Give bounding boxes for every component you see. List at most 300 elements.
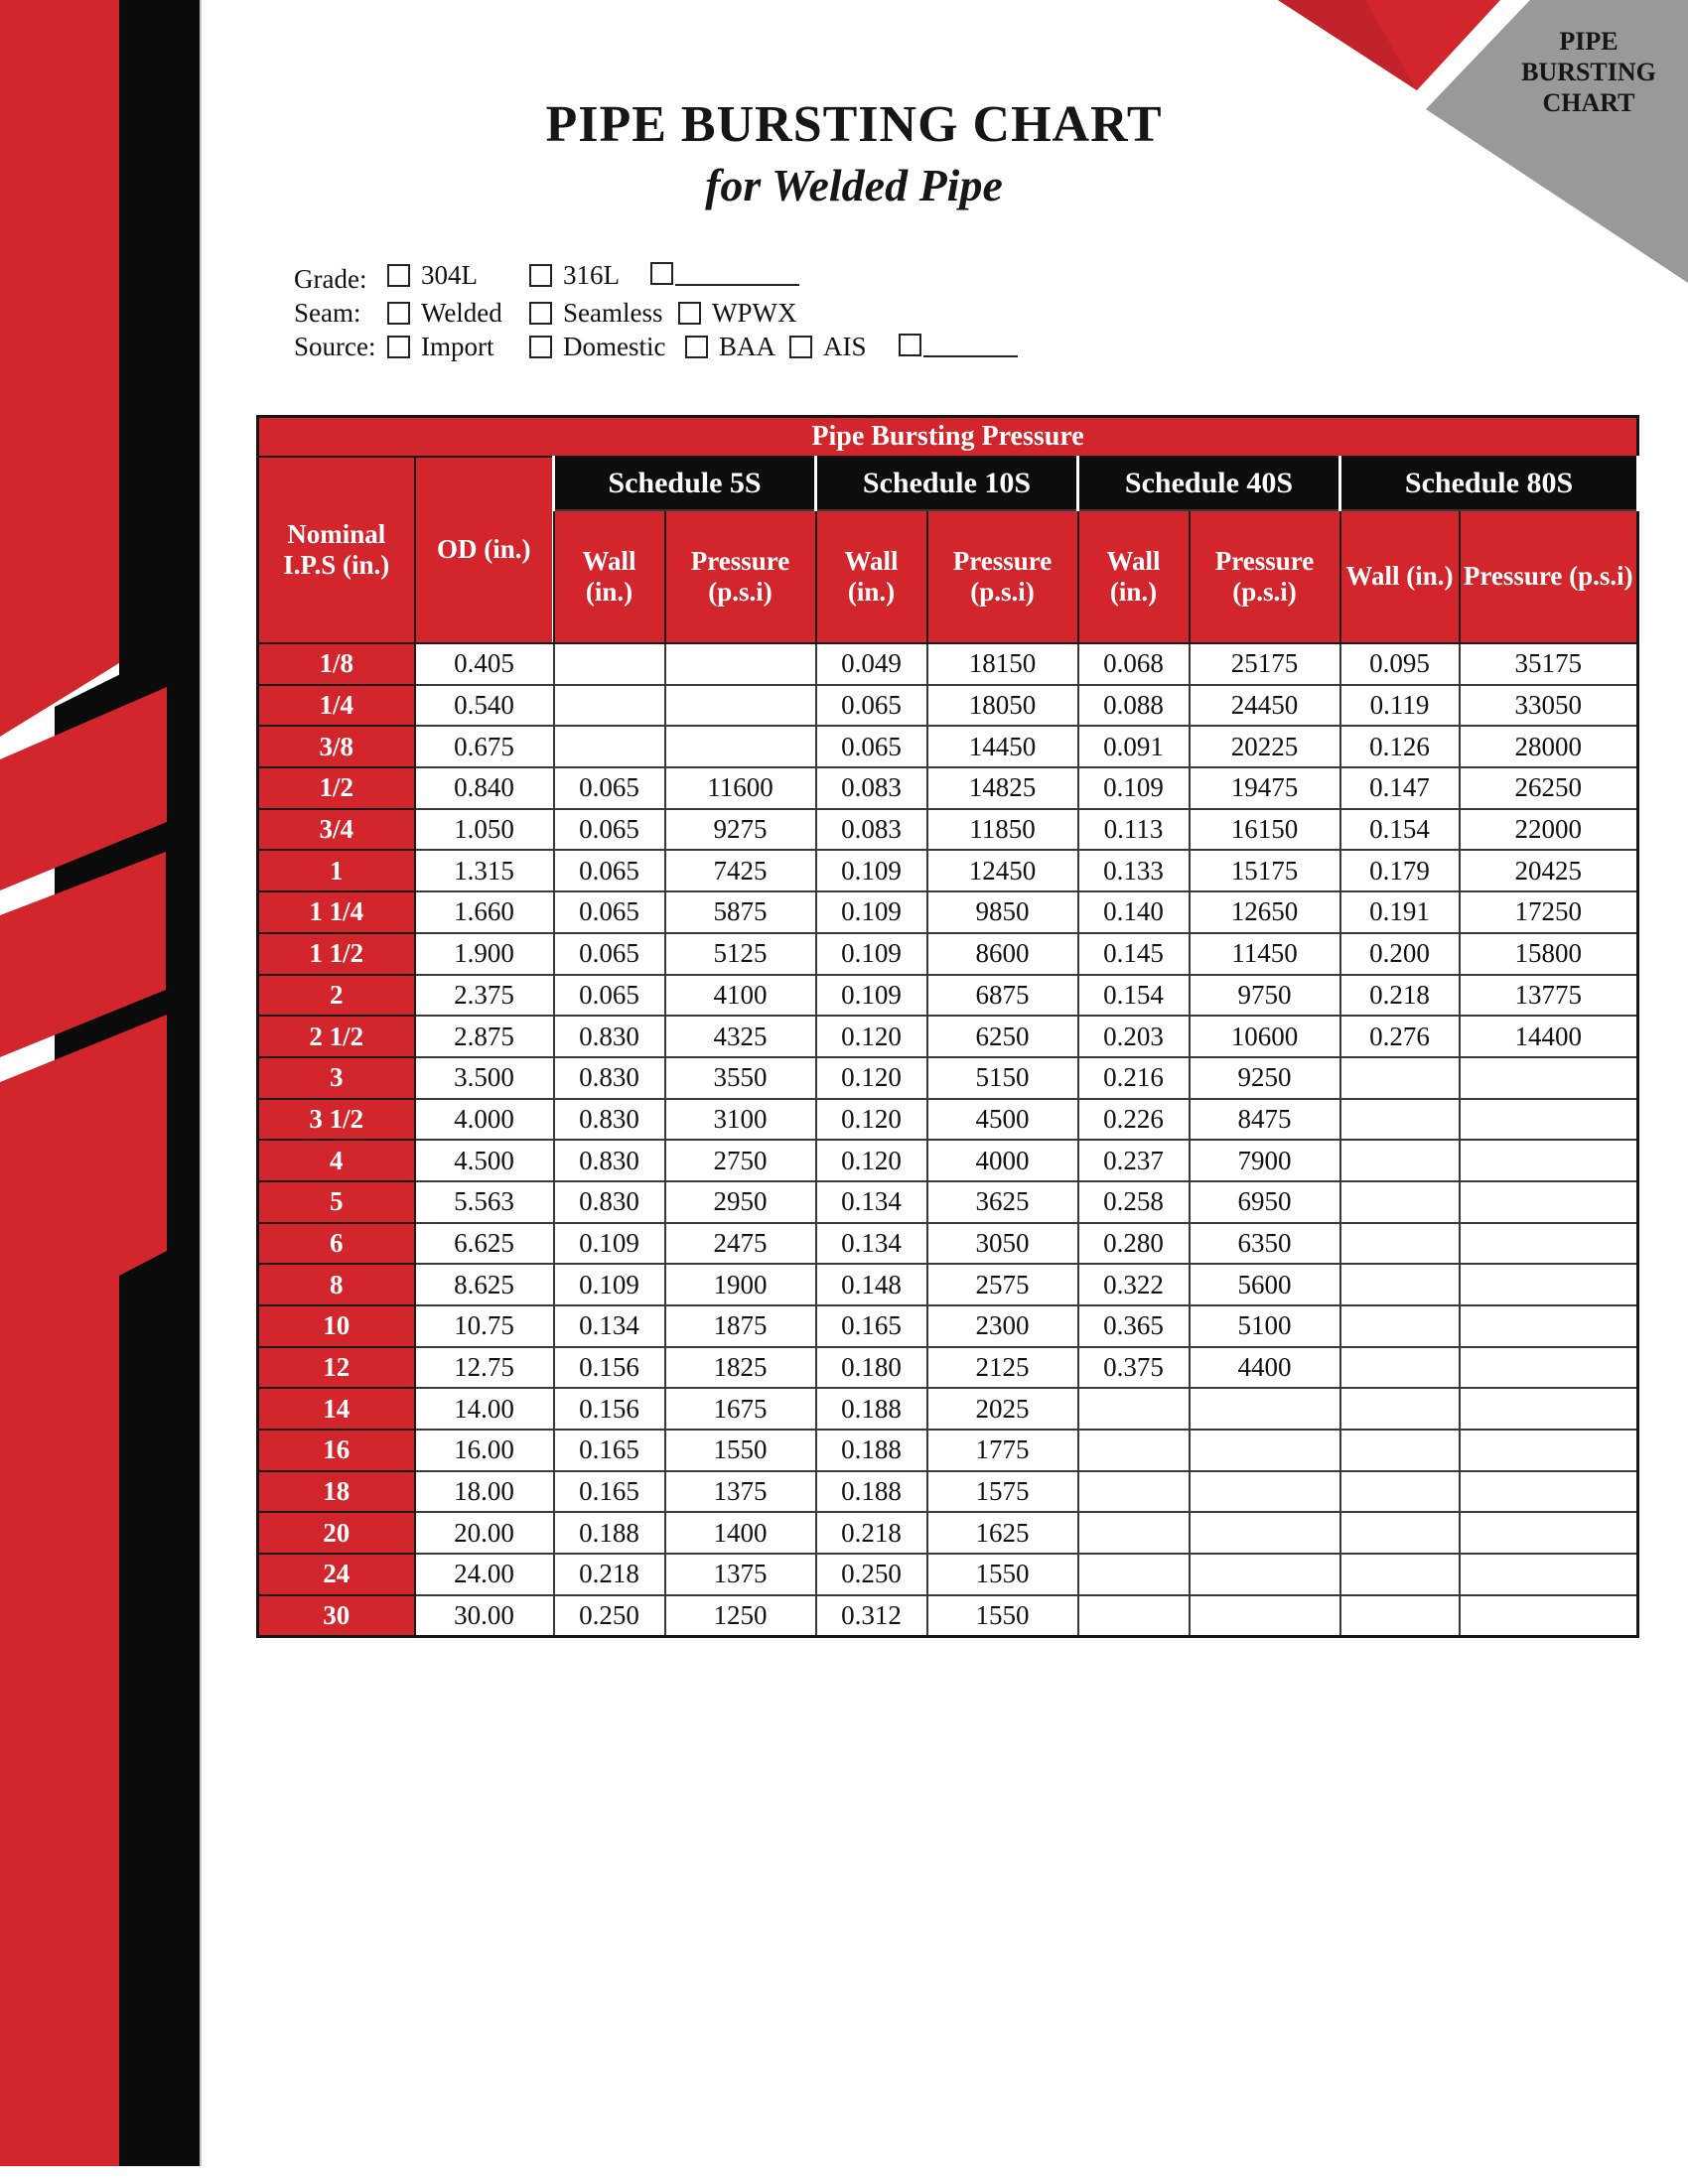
- value-cell: 0.250: [554, 1595, 665, 1637]
- value-cell: 1.315: [415, 850, 554, 891]
- value-cell: 0.365: [1078, 1305, 1190, 1347]
- value-cell: 6350: [1190, 1223, 1340, 1265]
- value-cell: 0.049: [816, 643, 927, 685]
- form-row-grade: [294, 260, 1188, 298]
- value-cell: 0.134: [816, 1181, 927, 1223]
- value-cell: 33050: [1460, 685, 1638, 727]
- table-title: Pipe Bursting Pressure: [258, 417, 1638, 458]
- value-cell: 0.237: [1078, 1140, 1190, 1181]
- nominal-cell: 1/8: [258, 643, 415, 685]
- col-header-wall: Wall (in.): [554, 510, 665, 643]
- value-cell: [554, 643, 665, 685]
- value-cell: 0.109: [554, 1264, 665, 1305]
- nominal-cell: 10: [258, 1305, 415, 1347]
- value-cell: 3625: [927, 1181, 1078, 1223]
- table-row: [258, 1595, 1638, 1637]
- table-row: [258, 933, 1638, 975]
- nominal-cell: 6: [258, 1223, 415, 1265]
- value-cell: 4400: [1190, 1347, 1340, 1389]
- value-cell: 1675: [665, 1388, 816, 1430]
- value-cell: 17250: [1460, 891, 1638, 933]
- table-row: [258, 1057, 1638, 1099]
- grade-blank-line[interactable]: [675, 260, 799, 286]
- value-cell: 19475: [1190, 767, 1340, 809]
- value-cell: 0.120: [816, 1099, 927, 1141]
- source-option-ais[interactable]: [789, 332, 867, 362]
- value-cell: 0.540: [415, 685, 554, 727]
- value-cell: [1340, 1471, 1460, 1513]
- value-cell: 9850: [927, 891, 1078, 933]
- value-cell: 14.00: [415, 1388, 554, 1430]
- table-row: [258, 643, 1638, 685]
- form-row-source: [294, 332, 1188, 365]
- value-cell: 0.276: [1340, 1016, 1460, 1057]
- nominal-cell: 5: [258, 1181, 415, 1223]
- value-cell: 2.875: [415, 1016, 554, 1057]
- value-cell: 7900: [1190, 1140, 1340, 1181]
- grade-option-316l[interactable]: [529, 260, 620, 291]
- value-cell: 5875: [665, 891, 816, 933]
- value-cell: 0.154: [1340, 809, 1460, 851]
- value-cell: 1375: [665, 1554, 816, 1595]
- table-row: [258, 975, 1638, 1017]
- corner-badge-line3: CHART: [1542, 88, 1635, 117]
- source-blank-line[interactable]: [923, 332, 1018, 357]
- value-cell: 0.065: [554, 933, 665, 975]
- value-cell: 4100: [665, 975, 816, 1017]
- value-cell: 1.050: [415, 809, 554, 851]
- grade-option-other[interactable]: [650, 260, 799, 286]
- value-cell: 0.156: [554, 1347, 665, 1389]
- value-cell: 11600: [665, 767, 816, 809]
- value-cell: 2.375: [415, 975, 554, 1017]
- source-option-domestic[interactable]: [529, 332, 665, 362]
- table-row: [258, 1471, 1638, 1513]
- value-cell: 9275: [665, 809, 816, 851]
- value-cell: 0.840: [415, 767, 554, 809]
- nominal-cell: 1 1/4: [258, 891, 415, 933]
- value-cell: 12.75: [415, 1347, 554, 1389]
- nominal-cell: 2: [258, 975, 415, 1017]
- value-cell: 13775: [1460, 975, 1638, 1017]
- value-cell: 20.00: [415, 1512, 554, 1554]
- nominal-cell: 30: [258, 1595, 415, 1637]
- value-cell: [665, 726, 816, 767]
- value-cell: 0.830: [554, 1140, 665, 1181]
- value-cell: 24.00: [415, 1554, 554, 1595]
- value-cell: 3050: [927, 1223, 1078, 1265]
- value-cell: 1.660: [415, 891, 554, 933]
- value-cell: 0.405: [415, 643, 554, 685]
- value-cell: 0.140: [1078, 891, 1190, 933]
- value-cell: 0.145: [1078, 933, 1190, 975]
- value-cell: 0.156: [554, 1388, 665, 1430]
- seam-option-label: WPWX: [712, 298, 797, 328]
- value-cell: [1190, 1595, 1340, 1637]
- value-cell: [1460, 1512, 1638, 1554]
- value-cell: 0.120: [816, 1140, 927, 1181]
- value-cell: 2950: [665, 1181, 816, 1223]
- value-cell: 0.218: [554, 1554, 665, 1595]
- value-cell: 1550: [927, 1595, 1078, 1637]
- group-header-schedule-40s: Schedule 40S: [1078, 457, 1340, 510]
- value-cell: 22000: [1460, 809, 1638, 851]
- value-cell: 0.109: [554, 1223, 665, 1265]
- value-cell: [554, 726, 665, 767]
- value-cell: 0.119: [1340, 685, 1460, 727]
- nominal-cell: 12: [258, 1347, 415, 1389]
- value-cell: 6.625: [415, 1223, 554, 1265]
- value-cell: [1340, 1181, 1460, 1223]
- table-row: [258, 1223, 1638, 1265]
- value-cell: 0.120: [816, 1057, 927, 1099]
- checkbox-icon[interactable]: [789, 336, 812, 358]
- value-cell: [1460, 1430, 1638, 1471]
- value-cell: [1460, 1181, 1638, 1223]
- value-cell: 24450: [1190, 685, 1340, 727]
- table-row: [258, 1388, 1638, 1430]
- value-cell: 0.109: [816, 933, 927, 975]
- value-cell: 2025: [927, 1388, 1078, 1430]
- checkbox-icon[interactable]: [529, 336, 552, 358]
- value-cell: [1190, 1388, 1340, 1430]
- value-cell: 0.322: [1078, 1264, 1190, 1305]
- value-cell: 0.109: [816, 891, 927, 933]
- checkbox-icon[interactable]: [650, 262, 673, 285]
- value-cell: 1875: [665, 1305, 816, 1347]
- value-cell: [1190, 1471, 1340, 1513]
- value-cell: 0.083: [816, 809, 927, 851]
- value-cell: 3.500: [415, 1057, 554, 1099]
- nominal-cell: 14: [258, 1388, 415, 1430]
- value-cell: 4000: [927, 1140, 1078, 1181]
- value-cell: 1375: [665, 1471, 816, 1513]
- nominal-cell: 4: [258, 1140, 415, 1181]
- value-cell: [665, 643, 816, 685]
- grade-option-label: 304L: [421, 260, 478, 290]
- corner-badge-line1: PIPE: [1559, 27, 1618, 56]
- seam-label: Seam:: [294, 298, 361, 328]
- value-cell: 0.065: [816, 726, 927, 767]
- value-cell: [1460, 1471, 1638, 1513]
- value-cell: 0.134: [554, 1305, 665, 1347]
- value-cell: [1340, 1057, 1460, 1099]
- value-cell: 0.375: [1078, 1347, 1190, 1389]
- value-cell: 0.250: [816, 1554, 927, 1595]
- value-cell: 5125: [665, 933, 816, 975]
- value-cell: 10600: [1190, 1016, 1340, 1057]
- nominal-cell: 3 1/2: [258, 1099, 415, 1141]
- value-cell: 14825: [927, 767, 1078, 809]
- value-cell: 11850: [927, 809, 1078, 851]
- grade-option-label: 316L: [563, 260, 620, 290]
- value-cell: 0.133: [1078, 850, 1190, 891]
- value-cell: 0.188: [816, 1471, 927, 1513]
- nominal-cell: 8: [258, 1264, 415, 1305]
- value-cell: 26250: [1460, 767, 1638, 809]
- value-cell: [1460, 1595, 1638, 1637]
- value-cell: 0.113: [1078, 809, 1190, 851]
- source-option-label: AIS: [823, 332, 867, 361]
- value-cell: 9750: [1190, 975, 1340, 1017]
- value-cell: [1340, 1347, 1460, 1389]
- value-cell: 5100: [1190, 1305, 1340, 1347]
- table-row: [258, 1181, 1638, 1223]
- value-cell: 0.095: [1340, 643, 1460, 685]
- value-cell: [1460, 1264, 1638, 1305]
- value-cell: 0.226: [1078, 1099, 1190, 1141]
- value-cell: [1078, 1595, 1190, 1637]
- checkbox-icon[interactable]: [387, 264, 410, 287]
- value-cell: 0.165: [554, 1430, 665, 1471]
- value-cell: 0.180: [816, 1347, 927, 1389]
- page-edge-line: [200, 0, 202, 2166]
- value-cell: 18050: [927, 685, 1078, 727]
- value-cell: 0.312: [816, 1595, 927, 1637]
- checkbox-icon[interactable]: [529, 302, 552, 325]
- value-cell: 30.00: [415, 1595, 554, 1637]
- value-cell: [1078, 1554, 1190, 1595]
- value-cell: 8.625: [415, 1264, 554, 1305]
- value-cell: 8600: [927, 933, 1078, 975]
- form-row-seam: [294, 298, 1188, 332]
- col-header-od: OD (in.): [415, 457, 554, 643]
- value-cell: [1460, 1388, 1638, 1430]
- nominal-cell: 18: [258, 1471, 415, 1513]
- value-cell: 0.675: [415, 726, 554, 767]
- table-row: [258, 1264, 1638, 1305]
- table-row: [258, 767, 1638, 809]
- value-cell: [1078, 1512, 1190, 1554]
- value-cell: 35175: [1460, 643, 1638, 685]
- value-cell: 0.165: [816, 1305, 927, 1347]
- value-cell: 2750: [665, 1140, 816, 1181]
- value-cell: 25175: [1190, 643, 1340, 685]
- value-cell: 0.148: [816, 1264, 927, 1305]
- left-stripe-decoration: [0, 0, 209, 2184]
- nominal-cell: 1: [258, 850, 415, 891]
- value-cell: 1250: [665, 1595, 816, 1637]
- nominal-cell: 1/4: [258, 685, 415, 727]
- source-option-other[interactable]: [899, 332, 1018, 357]
- value-cell: 20225: [1190, 726, 1340, 767]
- value-cell: 1575: [927, 1471, 1078, 1513]
- col-header-wall: Wall (in.): [1078, 510, 1190, 643]
- pipe-bursting-table: [256, 415, 1639, 1638]
- source-option-label: BAA: [719, 332, 776, 361]
- value-cell: 15175: [1190, 850, 1340, 891]
- value-cell: [1340, 1554, 1460, 1595]
- value-cell: 8475: [1190, 1099, 1340, 1141]
- value-cell: 4.500: [415, 1140, 554, 1181]
- value-cell: 5150: [927, 1057, 1078, 1099]
- value-cell: 0.120: [816, 1016, 927, 1057]
- value-cell: 0.830: [554, 1057, 665, 1099]
- value-cell: 6875: [927, 975, 1078, 1017]
- value-cell: 0.068: [1078, 643, 1190, 685]
- value-cell: 0.203: [1078, 1016, 1190, 1057]
- value-cell: 3100: [665, 1099, 816, 1141]
- page-subtitle: for Welded Pipe: [705, 160, 1003, 210]
- col-header-wall: Wall (in.): [1340, 510, 1460, 643]
- value-cell: [1460, 1140, 1638, 1181]
- value-cell: [1460, 1305, 1638, 1347]
- value-cell: 1400: [665, 1512, 816, 1554]
- corner-badge: [1489, 26, 1688, 118]
- value-cell: 0.179: [1340, 850, 1460, 891]
- group-header-schedule-5s: Schedule 5S: [554, 457, 816, 510]
- value-cell: [1340, 1388, 1460, 1430]
- table-row: [258, 850, 1638, 891]
- value-cell: 11450: [1190, 933, 1340, 975]
- nominal-cell: 1 1/2: [258, 933, 415, 975]
- value-cell: 14400: [1460, 1016, 1638, 1057]
- value-cell: [1078, 1471, 1190, 1513]
- value-cell: 0.216: [1078, 1057, 1190, 1099]
- value-cell: 18.00: [415, 1471, 554, 1513]
- value-cell: 10.75: [415, 1305, 554, 1347]
- value-cell: 1.900: [415, 933, 554, 975]
- nominal-cell: 3/4: [258, 809, 415, 851]
- value-cell: 0.280: [1078, 1223, 1190, 1265]
- value-cell: 0.065: [554, 767, 665, 809]
- seam-option-label: Welded: [421, 298, 502, 328]
- value-cell: 28000: [1460, 726, 1638, 767]
- table-row: [258, 891, 1638, 933]
- value-cell: 0.065: [554, 891, 665, 933]
- table-row: [258, 1140, 1638, 1181]
- value-cell: 1550: [665, 1430, 816, 1471]
- value-cell: 0.065: [816, 685, 927, 727]
- value-cell: [554, 685, 665, 727]
- col-header-pressure: Pressure (p.s.i): [1460, 510, 1638, 643]
- value-cell: 0.065: [554, 975, 665, 1017]
- value-cell: 4325: [665, 1016, 816, 1057]
- table-row: [258, 685, 1638, 727]
- table-body: [258, 643, 1638, 1637]
- value-cell: [1078, 1430, 1190, 1471]
- nominal-cell: 1/2: [258, 767, 415, 809]
- value-cell: 5.563: [415, 1181, 554, 1223]
- value-cell: 0.154: [1078, 975, 1190, 1017]
- value-cell: 0.165: [554, 1471, 665, 1513]
- value-cell: [1340, 1264, 1460, 1305]
- value-cell: 0.830: [554, 1099, 665, 1141]
- source-option-import[interactable]: [387, 332, 494, 362]
- value-cell: [1340, 1223, 1460, 1265]
- value-cell: [1340, 1099, 1460, 1141]
- source-option-baa[interactable]: [685, 332, 775, 362]
- value-cell: 0.191: [1340, 891, 1460, 933]
- nominal-cell: 3/8: [258, 726, 415, 767]
- corner-badge-line2: BURSTING: [1521, 58, 1656, 86]
- value-cell: 9250: [1190, 1057, 1340, 1099]
- value-cell: 1550: [927, 1554, 1078, 1595]
- value-cell: 0.200: [1340, 933, 1460, 975]
- col-header-nominal: Nominal I.P.S (in.): [258, 457, 415, 643]
- value-cell: 1900: [665, 1264, 816, 1305]
- value-cell: [1340, 1512, 1460, 1554]
- value-cell: [1190, 1512, 1340, 1554]
- value-cell: 0.126: [1340, 726, 1460, 767]
- value-cell: 1825: [665, 1347, 816, 1389]
- value-cell: [1460, 1223, 1638, 1265]
- value-cell: 16.00: [415, 1430, 554, 1471]
- value-cell: 0.147: [1340, 767, 1460, 809]
- grade-option-304l[interactable]: [387, 260, 478, 291]
- nominal-cell: 16: [258, 1430, 415, 1471]
- value-cell: [1340, 1595, 1460, 1637]
- value-cell: 0.218: [1340, 975, 1460, 1017]
- value-cell: 0.188: [554, 1512, 665, 1554]
- nominal-cell: 3: [258, 1057, 415, 1099]
- value-cell: 7425: [665, 850, 816, 891]
- value-cell: [1340, 1140, 1460, 1181]
- value-cell: 4500: [927, 1099, 1078, 1141]
- col-header-wall: Wall (in.): [816, 510, 927, 643]
- value-cell: 15800: [1460, 933, 1638, 975]
- value-cell: [1340, 1430, 1460, 1471]
- grade-label: Grade:: [294, 264, 367, 294]
- value-cell: [1460, 1057, 1638, 1099]
- value-cell: 0.109: [816, 975, 927, 1017]
- value-cell: [1340, 1305, 1460, 1347]
- value-cell: 0.088: [1078, 685, 1190, 727]
- checkbox-icon[interactable]: [387, 336, 410, 358]
- table-row: [258, 1512, 1638, 1554]
- group-header-schedule-10s: Schedule 10S: [816, 457, 1078, 510]
- value-cell: 0.258: [1078, 1181, 1190, 1223]
- value-cell: [1460, 1554, 1638, 1595]
- checkbox-icon[interactable]: [387, 302, 410, 325]
- value-cell: 12450: [927, 850, 1078, 891]
- col-header-pressure: Pressure (p.s.i): [1190, 510, 1340, 643]
- nominal-cell: 20: [258, 1512, 415, 1554]
- seam-option-welded[interactable]: [387, 298, 502, 329]
- value-cell: 4.000: [415, 1099, 554, 1141]
- checkbox-icon[interactable]: [899, 334, 921, 356]
- checkbox-icon[interactable]: [529, 264, 552, 287]
- value-cell: 0.830: [554, 1016, 665, 1057]
- checkbox-icon[interactable]: [678, 302, 701, 325]
- checkbox-icon[interactable]: [685, 336, 708, 358]
- nominal-cell: 2 1/2: [258, 1016, 415, 1057]
- seam-option-seamless[interactable]: [529, 298, 663, 329]
- value-cell: 16150: [1190, 809, 1340, 851]
- table-row: [258, 1430, 1638, 1471]
- nominal-cell: 24: [258, 1554, 415, 1595]
- seam-option-wpwx[interactable]: [678, 298, 796, 329]
- table-row: [258, 1554, 1638, 1595]
- value-cell: 12650: [1190, 891, 1340, 933]
- value-cell: 1775: [927, 1430, 1078, 1471]
- value-cell: 6250: [927, 1016, 1078, 1057]
- value-cell: 6950: [1190, 1181, 1340, 1223]
- value-cell: 0.188: [816, 1430, 927, 1471]
- value-cell: [1078, 1388, 1190, 1430]
- value-cell: 20425: [1460, 850, 1638, 891]
- value-cell: 3550: [665, 1057, 816, 1099]
- value-cell: 0.109: [816, 850, 927, 891]
- value-cell: 5600: [1190, 1264, 1340, 1305]
- value-cell: 0.134: [816, 1223, 927, 1265]
- value-cell: [1190, 1554, 1340, 1595]
- value-cell: 0.065: [554, 809, 665, 851]
- value-cell: 0.109: [1078, 767, 1190, 809]
- table-row: [258, 809, 1638, 851]
- page-title: PIPE BURSTING CHART: [545, 96, 1163, 153]
- value-cell: [665, 685, 816, 727]
